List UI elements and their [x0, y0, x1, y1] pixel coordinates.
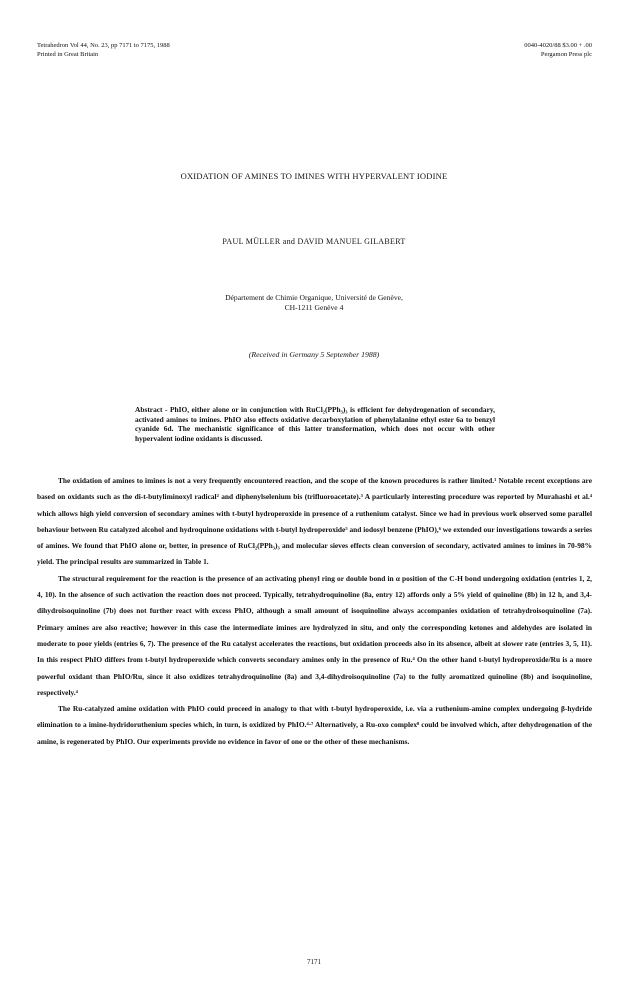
article-title: OXIDATION OF AMINES TO IMINES WITH HYPERVALENT IODINE [180, 171, 448, 181]
affiliation-line-1: Département de Chimie Organique, Université de Genève, [225, 293, 403, 302]
article-body [37, 473, 592, 750]
journal-citation: Tetrahedron Vol 44, No. 23, pp 7171 to 7175, 1988 [37, 42, 170, 49]
affiliation-line-2: CH-1211 Genève 4 [284, 303, 344, 312]
publisher: Pergamon Press plc [540, 50, 592, 58]
affiliation [0, 293, 628, 313]
page-number: 7171 [307, 958, 321, 966]
issn-price: 0040-4020/88 $3.00 + .00 [524, 42, 592, 49]
body-paragraph-2: The structural requirement for the reaction is the presence of an activating phenyl ring or double bond in α position of the C-H bond undergoing oxidation (entries 1, 2, 4, 10). In the absence of such activation the reaction does not proceed. Typically, tetrahydroquinoline (8a, entry 12) affords only a 5% yield of quinoline (8b) in 12 h, and 3,4-dihydroisoquinoline (7b) does not further react with excess PhIO, although a small amount of isoquinoline always accompanies oxidation of tetrahydroisoquinoline (7a). Primary amines are also reactive; however in this case the intermediate imines are hydrolyzed in situ, and only the corresponding ketones and aldehydes are isolated in moderate to poor yields (entries 6, 7). The presence of the Ru catalyst accelerates the reactions, but oxidation proceeds also in its absence, albeit at slower rate (entries 3, 5, 11). In this respect PhIO differs from t-butyl hydroperoxide which converts secondary amines only in the presence of Ru.⁴ On the other hand t-butyl hydroperoxide/Ru is a more powerful oxidant than PhIO/Ru, since it also oxidizes tetrahydroquinoline (8a) and 3,4-dihydroisoquinoline (7a) to the fully aromatized quinoline (8b) and isoquinoline, respectively.⁴ [37, 573, 592, 697]
print-location: Printed in Great Britain [37, 50, 99, 58]
abstract: Abstract - PhIO, either alone or in conjunction with RuCl₂(PPh₃)₃ is efficient for dehydrogenation of secondary, activated amines to imines. PhIO also effects oxidative decarboxylation of phenylalanine ethyl ester 6a to benzyl cyanide 6d. The mechanistic significance of this latter transformation, which does not occur with other hypervalent iodine oxidants is discussed. [135, 405, 495, 443]
running-header-left [37, 42, 170, 59]
running-header-right [524, 42, 592, 59]
body-paragraph-3: The Ru-catalyzed amine oxidation with PhIO could proceed in analogy to that with t-butyl hydroperoxide, i.e. via a ruthenium-amine complex undergoing β-hydride elimination to a imine-hydridoruthenium species which, in turn, is oxidized by PhIO.⁴·⁷ Alternatively, a Ru-oxo complex⁸ could be involved which, after dehydrogenation of the amine, is regenerated by PhIO. Our experiments provide no evidence in favor of one or the other of these mechanisms. [37, 704, 592, 746]
received-date: (Received in Germany 5 September 1988) [248, 350, 380, 359]
article-authors: PAUL MÜLLER and DAVID MANUEL GILABERT [222, 237, 406, 246]
body-paragraph-1: The oxidation of amines to imines is not a very frequently encountered reaction, and the scope of the known procedures is rather limited.¹ Notable recent exceptions are based on oxidants such as the di-t-butyliminoxyl radical² and diphenylselenium bis (trifluoroacetate).³ A particularly interesting procedure was reported by Murahashi et al.⁴ which allows high yield conversion of secondary amines with t-butyl hydroperoxide in presence of a ruthenium catalyst. Since we had in previous work observed some parallel behaviour between Ru catalyzed alcohol and hydroquinone oxidations with t-butyl hydroperoxide⁵ and iodosyl benzene (PhIO),⁶ we extended our investigations towards a series of amines. We found that PhIO alone or, better, in presence of RuCl₂(PPh₃)₃ and molecular sieves effects clean conversion of secondary, activated amines to imines in 70-98% yield. The principal results are summarized in Table 1. [37, 476, 592, 567]
